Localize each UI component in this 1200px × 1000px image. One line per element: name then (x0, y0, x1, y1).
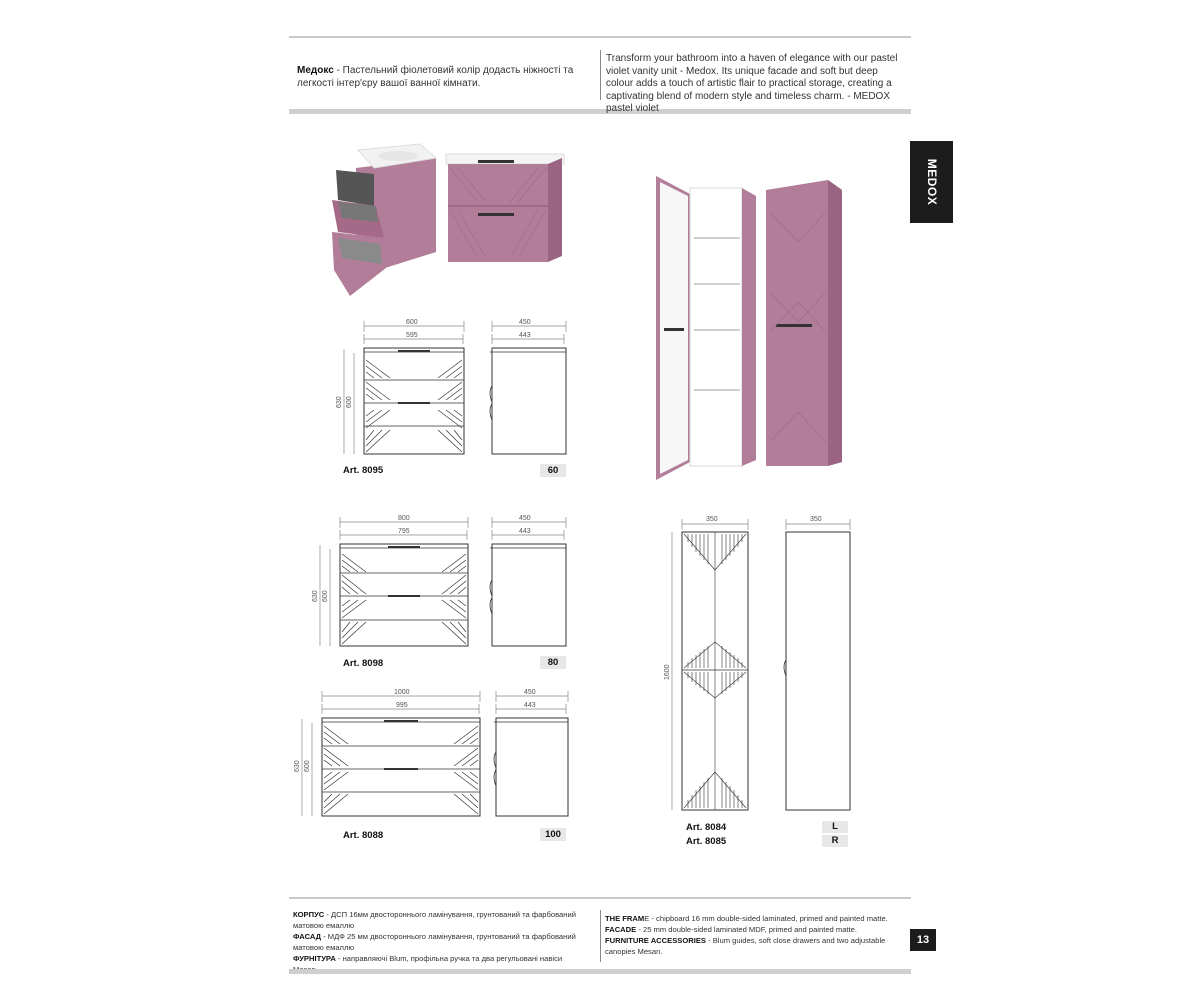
specs-top-rule (289, 897, 911, 899)
intro-divider (600, 50, 601, 100)
specs-en (605, 913, 909, 957)
drawing-8095-front (332, 316, 572, 461)
drawing-8098-front (312, 512, 572, 652)
dim-8088-height-inner: 600 (304, 760, 311, 772)
art-8095: Art. 8095 (343, 465, 384, 476)
size-badge-8098: 80 (540, 656, 566, 669)
medox-side-tab (910, 141, 953, 223)
spec-ua-facade: ФАСАД - МДФ 25 мм двостороннього ламінування, грунтований та фарбований матовою емаллю (293, 932, 576, 952)
dim-8095-depth-inner: 443 (519, 332, 531, 339)
dim-column-depth: 350 (810, 516, 822, 523)
spec-en-frame: THE FRAME - chipboard 16 mm double-sided laminated, primed and painted matte. (605, 914, 888, 923)
art-8088: Art. 8088 (343, 830, 384, 841)
intro-ua (297, 65, 593, 90)
dim-8088-depth-inner: 443 (524, 702, 536, 709)
dim-8095-height-outer: 630 (336, 396, 343, 408)
spec-ua-hardware: ФУРНІТУРА - направляючі Blum, профільна ручка та два регульовані навіси (293, 954, 563, 963)
size-badge-8095: 60 (540, 464, 566, 477)
dim-8088-depth-outer: 450 (524, 689, 536, 696)
spec-ua-frame: КОРПУС - ДСП 16мм двостороннього ламінування, грунтований та фарбований матовою емаллю (293, 910, 576, 930)
dim-8098-width-inner: 795 (398, 528, 410, 535)
dim-8098-depth-inner: 443 (519, 528, 531, 535)
top-rule (289, 36, 911, 38)
dim-8095-width-inner: 595 (406, 332, 418, 339)
vanity-render-image (328, 140, 568, 305)
dim-column-height: 1600 (664, 664, 671, 680)
dim-8088-width-outer: 1000 (394, 689, 410, 696)
dim-8098-height-inner: 600 (322, 590, 329, 602)
spec-en-accessories: FURNITURE ACCESSORIES - Blum guides, soft close drawers and two adjustable canopies Mesan. (605, 936, 886, 956)
dim-8095-width-outer: 600 (406, 319, 418, 326)
specs-divider (600, 910, 601, 962)
art-8084: Art. 8084 (686, 822, 727, 833)
dim-8098-height-outer: 630 (312, 590, 319, 602)
medox-side-tab-label: MEDOX (924, 158, 939, 206)
column-render-image (652, 172, 844, 482)
drawing-column-front (660, 510, 856, 816)
spec-en-facade: FACADE - 25 mm double-sided laminated MDF, primed and painted matte. (605, 925, 857, 934)
intro-ua-text: - Пастельний фіолетовий колір додасть ніжності та легкості інтер'єру вашої ванної кімнати. (297, 65, 574, 89)
bottom-rule (289, 969, 911, 974)
art-8085: Art. 8085 (686, 836, 727, 847)
page-number: 13 (910, 929, 936, 951)
dim-8098-width-outer: 800 (398, 515, 410, 522)
drawing-8088-front (290, 686, 572, 826)
dim-8098-depth-outer: 450 (519, 515, 531, 522)
intro-ua-title: Медокс (297, 65, 334, 76)
specs-ua (293, 909, 585, 975)
dim-8095-height-inner: 600 (346, 396, 353, 408)
art-8098: Art. 8098 (343, 658, 384, 669)
dim-8095-depth-outer: 450 (519, 319, 531, 326)
intro-en: Transform your bathroom into a haven of elegance with our pastel violet vanity unit - Medox. Its unique facade and soft but deep colour adds a touch of artistic flair to practical storage, creating a captivating blend of modern style and timeless charm. - MEDOX pastel violet (606, 53, 898, 114)
size-badge-right: R (822, 835, 848, 847)
dim-column-width: 350 (706, 516, 718, 523)
size-badge-left: L (822, 821, 848, 833)
size-badge-8088: 100 (540, 828, 566, 841)
dim-8088-width-inner: 995 (396, 702, 408, 709)
dim-8088-height-outer: 630 (294, 760, 301, 772)
